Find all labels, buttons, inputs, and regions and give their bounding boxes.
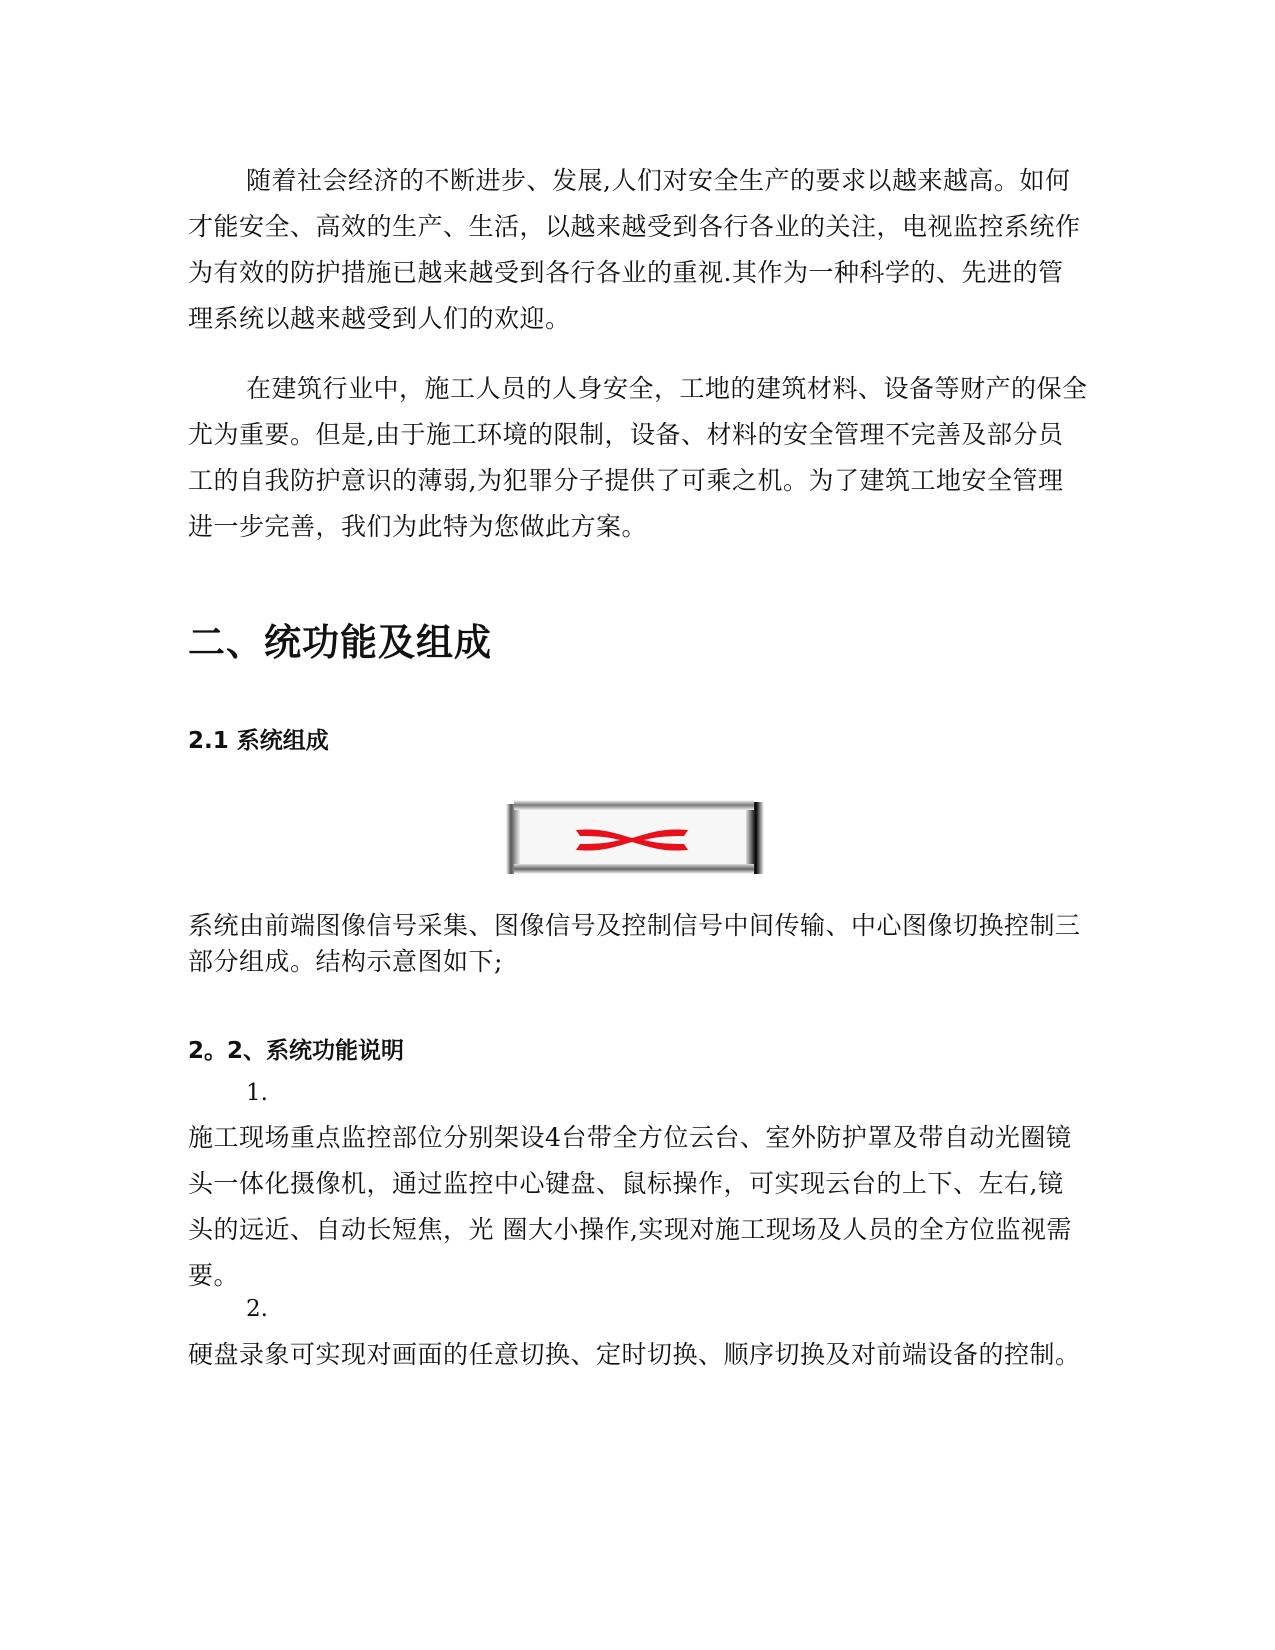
intro-paragraph-1: 随着社会经济的不断进步、发展,人们对安全生产的要求以越来越高。如何才能安全、高效的生产、生活，以越来越受到各行各业的关注，电视监控系统作为有效的防护措施已越来越受到各行各业的重视.其作为一种科学的、先进的管理系统以越来越受到人们的欢迎。	[188, 166, 1081, 333]
subsection-2-1-body: 系统由前端图像信号采集、图像信号及控制信号中间传输、中心图像切换控制三部分组成。结构示意图如下;	[188, 911, 1081, 976]
subsection-heading-2-1: 2.1 系统组成	[188, 728, 329, 754]
list-item-number: 1.	[246, 1080, 268, 1106]
list-item-number: 2.	[246, 1296, 268, 1322]
section-heading-2: 二、统功能及组成	[188, 621, 492, 664]
intro-paragraph-2: 在建筑行业中，施工人员的人身安全，工地的建筑材料、设备等财产的保全尤为重要。但是,由于施工环境的限制，设备、材料的安全管理不完善及部分员工的自我防护意识的薄弱,为犯罪分子提供了可乘之机。为了建筑工地安全管理进一步完善，我们为此特为您做此方案。	[188, 374, 1088, 541]
broken-image-icon	[506, 800, 766, 876]
list-item-text: 硬盘录象可实现对画面的任意切换、定时切换、顺序切换及对前端设备的控制。	[188, 1340, 1081, 1369]
list-item-text: 施工现场重点监控部位分别架设4台带全方位云台、室外防护罩及带自动光圈镜头一体化摄像机，通过监控中心键盘、鼠标操作，可实现云台的上下、左右,镜头的远近、自动长短焦，光 圈大小操作,实现对施工现场及人员的全方位监视需要。	[188, 1123, 1072, 1290]
subsection-heading-2-2: 2。2、系统功能说明	[188, 1038, 405, 1064]
